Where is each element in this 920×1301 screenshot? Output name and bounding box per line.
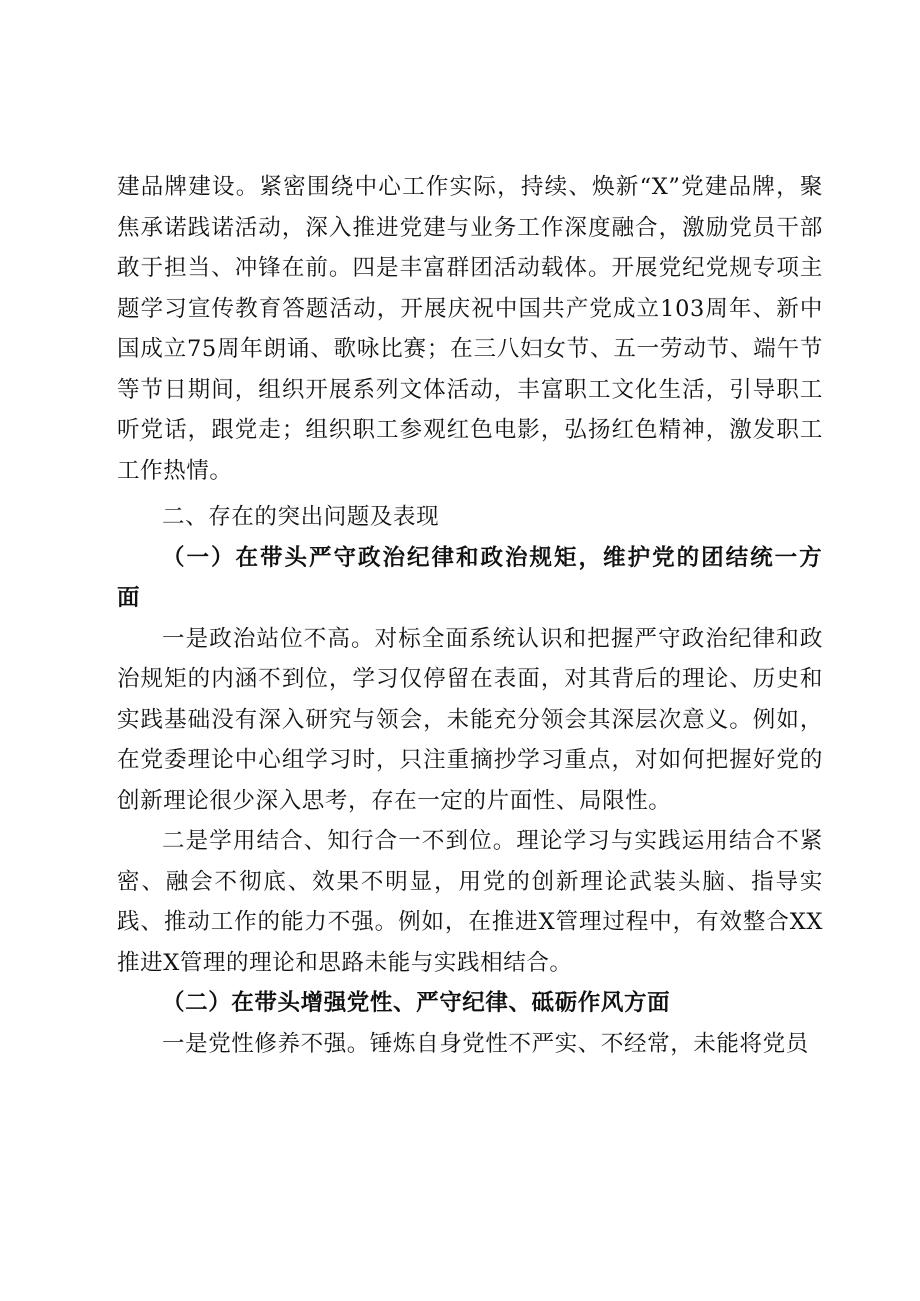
body-paragraph-4: 一是党性修养不强。锤炼自身党性不严实、不经常，未能将党员	[162, 1030, 809, 1057]
section-heading-problems: 二、存在的突出问题及表现	[162, 504, 440, 530]
document-body	[117, 167, 823, 1064]
body-paragraph-3: 二是学用结合、知行合一不到位。理论学习与实践运用结合不紧密、融会不彻底、效果不明显，用党的创新理论武装头脑、指导实践、推动工作的能力不强。例如，在推进X管理过程中，有效整合XX推进X管理的理论和思路未能与实践相结合。	[117, 828, 823, 976]
subsection-heading-2: （二）在带头增强党性、严守纪律、砥砺作风方面	[162, 990, 671, 1016]
body-paragraph-1: 建品牌建设。紧密围绕中心工作实际，持续、焕新“X”党建品牌，聚焦承诺践诺活动，深入推进党建与业务工作深度融合，激励党员干部敢于担当、冲锋在前。四是丰富群团活动载体。开展党纪党规专项主题学习宣传教育答题活动，开展庆祝中国共产党成立103周年、新中国成立75周年朗诵、歌咏比赛；在三八妇女节、五一劳动节、端午节等节日期间，组织开展系列文体活动，丰富职工文化生活，引导职工听党话，跟党走；组织职工参观红色电影，弘扬红色精神，激发职工工作热情。	[117, 174, 823, 484]
body-paragraph-2: 一是政治站位不高。对标全面系统认识和把握严守政治纪律和政治规矩的内涵不到位，学习仅停留在表面，对其背后的理论、历史和实践基础没有深入研究与领会，未能充分领会其深层次意义。例如，在党委理论中心组学习时，只注重摘抄学习重点，对如何把握好党的创新理论很少深入思考，存在一定的片面性、局限性。	[117, 625, 823, 814]
subsection-heading-1: （一）在带头严守政治纪律和政治规矩，维护党的团结统一方面	[117, 544, 823, 611]
